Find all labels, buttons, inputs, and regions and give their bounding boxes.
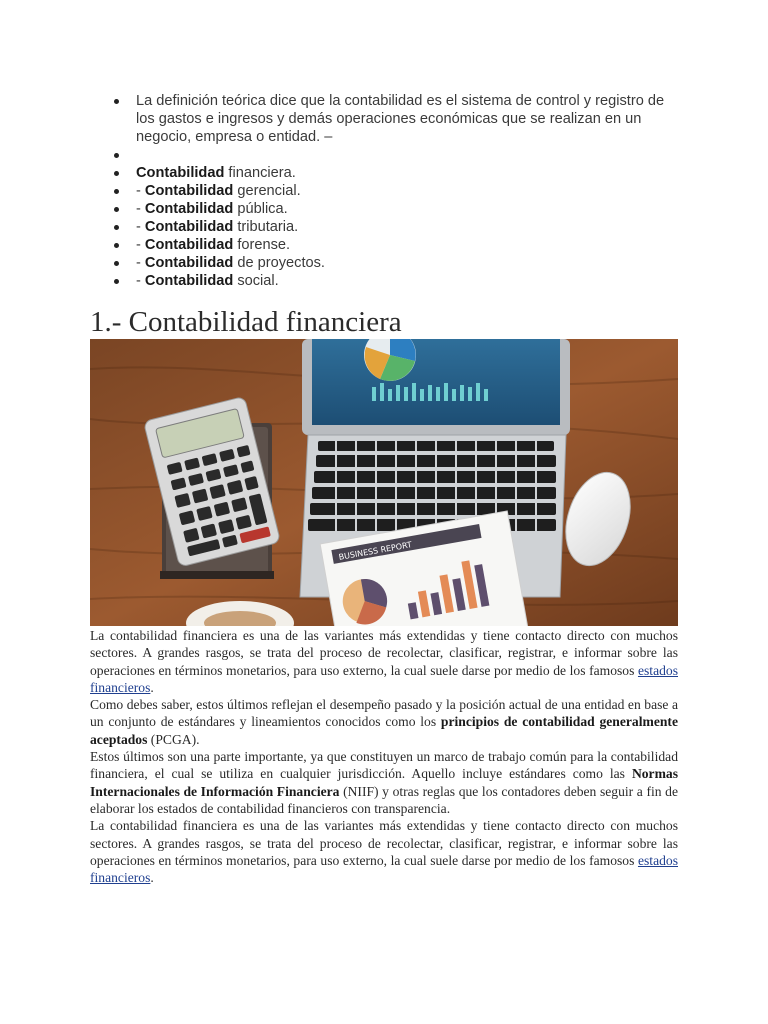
financial-statements-link[interactable]: estados financieros	[90, 852, 678, 886]
paragraph-text: Estos últimos son una parte importante, ya que constituyen un marco de trabajo común para la contabilidad financiera, el cual se utiliza en cualquier jurisdicción. Aquello incluye estándares como las	[90, 749, 678, 782]
item-prefix: -	[136, 255, 145, 271]
paragraph-text: .	[150, 870, 154, 886]
item-text: forense.	[233, 237, 291, 253]
item-keyword: Contabilidad	[144, 219, 234, 235]
item-prefix: -	[136, 273, 145, 289]
item-text: social.	[233, 273, 279, 289]
item-text: pública.	[233, 201, 288, 217]
item-prefix: -	[136, 219, 145, 235]
item-prefix: -	[136, 183, 145, 199]
paragraph-1	[90, 627, 678, 696]
paragraph-text: La contabilidad financiera es una de las variantes más extendidas y tiene contacto directo con muchos sectores. A grandes rasgos, se trata del proceso de recolectar, clasificar, registrar, e informar sobre las operaciones en términos monetarios, para uso externo, la cual suele darse por medio de los famosos	[90, 628, 678, 678]
paragraph-text: Como debes saber, estos últimos reflejan el desempeño pasado y la posición actual de una entidad en base a un conjunto de estándares y lineamientos conocidos como los	[90, 697, 678, 730]
laptop-screen	[312, 339, 560, 425]
paragraph-text: .	[150, 679, 154, 695]
list-item	[112, 164, 672, 182]
item-keyword: Contabilidad	[144, 183, 234, 199]
bold-term: Normas Internacionales de Información Financiera	[90, 766, 678, 799]
paragraph-text: (NIIF) y otras reglas que los contadores deben seguir a fin de elaborar los estados de contabilidad financieros con transparencia.	[90, 783, 678, 816]
section-title: 1.- Contabilidad financiera	[90, 306, 402, 338]
definition-list	[112, 92, 672, 290]
accounting-desk-photo	[90, 339, 678, 626]
financial-statements-link[interactable]: estados financieros	[90, 662, 678, 695]
item-keyword: Contabilidad	[136, 165, 225, 181]
definition-text: La definición teórica dice que la contabilidad es el sistema de control y registro de los gastos e ingresos y demás operaciones económicas que se realizan en un negocio, empresa o entidad. –	[136, 93, 665, 145]
list-item	[112, 254, 672, 272]
paragraph-text: (PCGA).	[147, 731, 200, 747]
item-text: gerencial.	[233, 183, 301, 199]
item-keyword: Contabilidad	[144, 201, 234, 217]
item-keyword: Contabilidad	[144, 255, 234, 271]
body-text	[90, 627, 678, 886]
paragraph-3	[90, 748, 678, 817]
empty-bullet	[112, 146, 672, 164]
item-text: de proyectos.	[233, 255, 325, 271]
item-text: financiera.	[224, 165, 296, 181]
paragraph-text: La contabilidad financiera es una de las variantes más extendidas y tiene contacto directo con muchos sectores. A grandes rasgos, se trata del proceso de recolectar, clasificar, registrar, e informar sobre las operaciones en términos monetarios, para uso externo, la cual suele darse por medio de los famosos	[90, 818, 678, 868]
list-item	[112, 218, 672, 236]
definition-item	[112, 92, 672, 146]
list-item	[112, 200, 672, 218]
bold-term: principios de contabilidad generalmente aceptados	[90, 714, 678, 747]
item-text: tributaria.	[233, 219, 299, 235]
item-prefix: -	[136, 201, 145, 217]
list-item	[112, 182, 672, 200]
list-item	[112, 236, 672, 254]
report-title: BUSINESS REPORT	[337, 540, 413, 562]
list-item	[112, 272, 672, 290]
item-keyword: Contabilidad	[144, 273, 234, 289]
item-prefix: -	[136, 237, 145, 253]
paragraph-2	[90, 696, 678, 748]
item-keyword: Contabilidad	[144, 237, 234, 253]
paragraph-4	[90, 817, 678, 886]
